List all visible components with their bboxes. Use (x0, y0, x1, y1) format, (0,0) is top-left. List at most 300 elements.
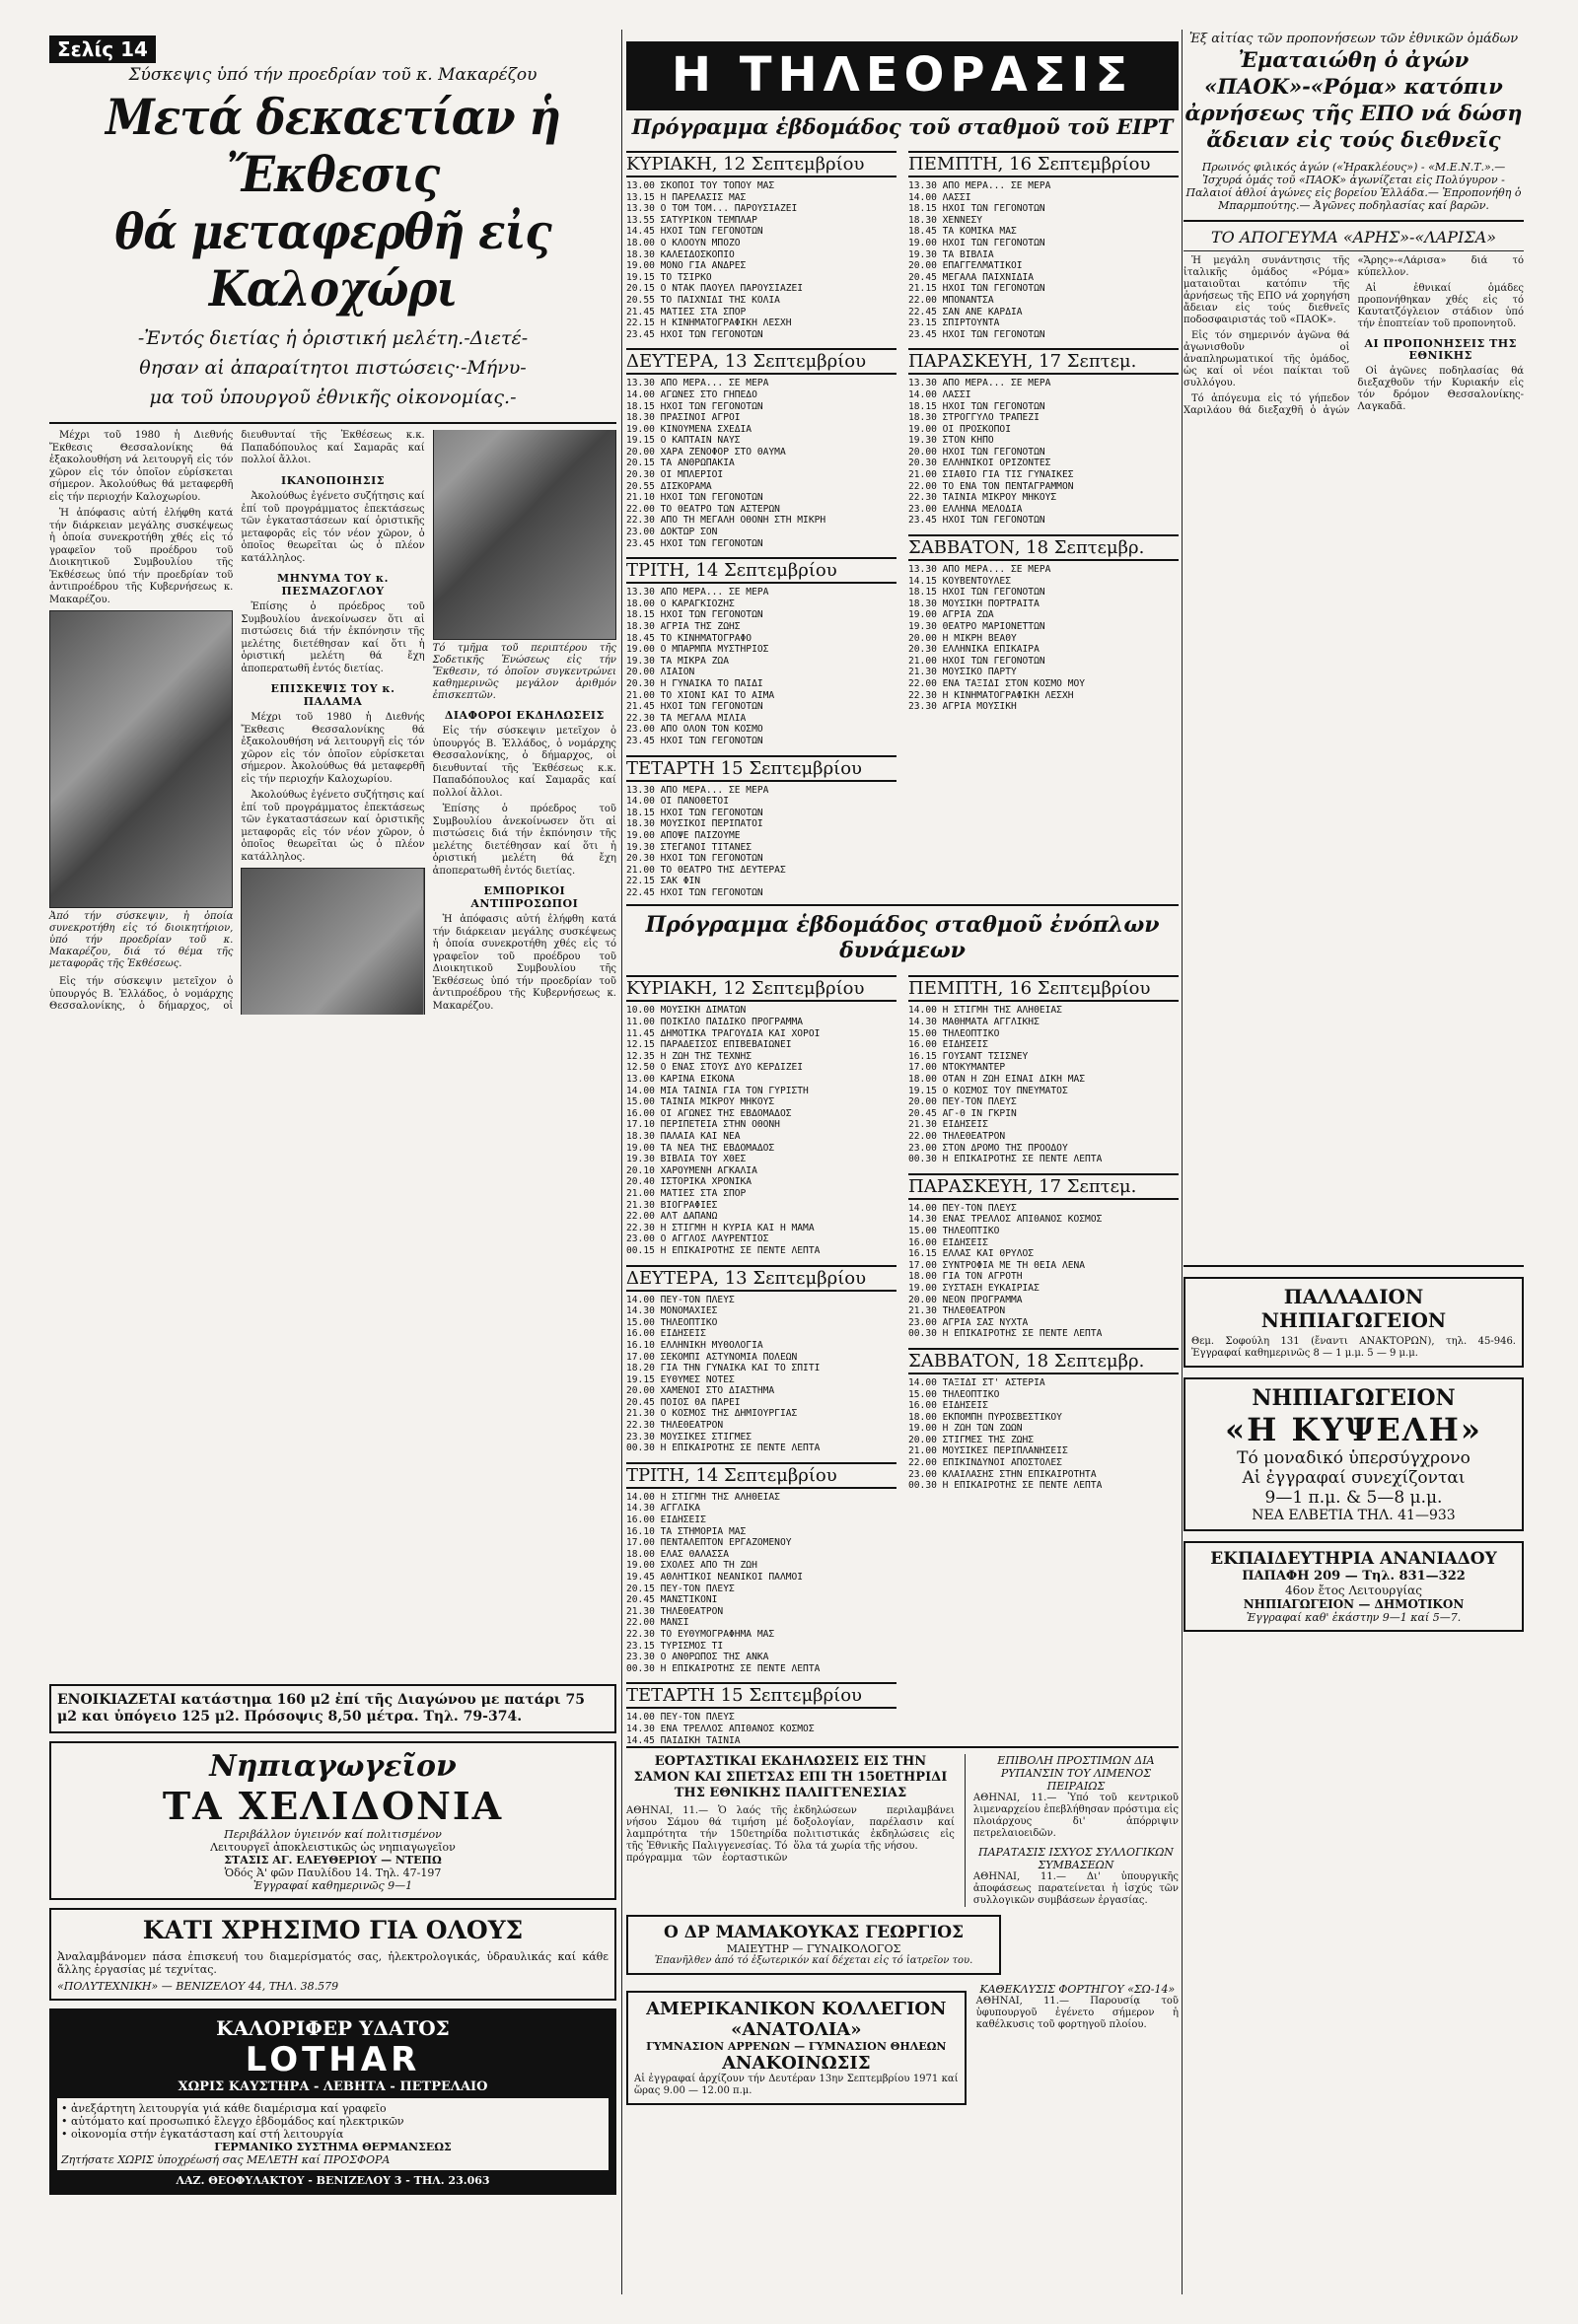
program-item: 18.00 ΟΤΑΝ Η ΖΩΗ ΕΙΝΑΙ ΔΙΚΗ ΜΑΣ (908, 1074, 1086, 1086)
center-bottom (626, 1740, 1179, 2113)
program-item: 13.30 ΑΠΟ ΜΕΡΑ... ΣΕ ΜΕΡΑ (626, 587, 769, 599)
program-item: 11.00 ΠΟΙΚΙΛΟ ΠΑΙΔΙΚΟ ΠΡΟΓΡΑΜΜΑ (626, 1017, 804, 1028)
program-item: 20.55 ΤΟ ΠΑΙΧΝΙΔΙ ΤΗΣ ΚΟΛΙΑ (626, 294, 780, 306)
program-item: 14.00 ΛΑΣΣΙ (908, 388, 971, 400)
program-item: 20.15 Ο ΝΤΑΚ ΠΑΟΥΕΛ ΠΑΡΟΥΣΙΑΖΕΙ (626, 283, 804, 295)
day-heading: ΤΕΤΑΡΤΗ 15 Σεπτεμβρίου (626, 755, 897, 782)
sports-paragraph: Αἱ ἐθνικαί ὁμάδες προπονήθηκαν χθές εἰς τό Καυτατζόγλειον στάδιον ὑπό τήν ἐποπτείαν τοῦ προπονητοῦ. (1357, 283, 1524, 329)
program-item: 18.15 ΗΧΟΙ ΤΩΝ ΓΕΓΟΝΟΤΩΝ (626, 807, 763, 818)
day-heading: ΠΕΜΠΤΗ, 16 Σεπτεμβρίου (908, 151, 1179, 177)
meeting-photo (49, 610, 233, 908)
program-item: 17.10 ΠΕΡΙΠΕΤΕΙΑ ΣΤΗΝ ΟΘΟΝΗ (626, 1119, 780, 1131)
lead-paragraph: Ἐπίσης ὁ πρόεδρος τοῦ Συμβουλίου ἀνεκοίνωσεν ὅτι αἱ πιστώσεις διά τήν ἐκπόνησιν τῆς μελέτης διετέθησαν καί ὅτι ἡ ὁριστική μελέτη θά ἔχη ἀποπερατωθῆ ἐντός διετίας. (241, 601, 425, 674)
program-item: 19.30 ΘΕΑΤΡΟ ΜΑΡΙΟΝΕΤΤΩΝ (908, 621, 1045, 632)
day-heading: ΔΕΥΤΕΡΑ, 13 Σεπτεμβρίου (626, 1265, 897, 1292)
program-item: 14.30 ΕΝΑΣ ΤΡΕΛΛΟΣ ΑΠΙΘΑΝΟΣ ΚΟΣΜΟΣ (908, 1214, 1103, 1226)
program-item: 22.00 ΕΝΑ ΤΑΞΙΔΙ ΣΤΟΝ ΚΟΣΜΟ ΜΟΥ (908, 677, 1086, 689)
program-item: 19.30 ΤΑ ΒΙΒΛΙΑ (908, 248, 994, 260)
program-item: 21.00 ΜΑΤΙΕΣ ΣΤΑ ΣΠΟΡ (626, 1187, 747, 1199)
doctor-sub: ΜΑΙΕΥΤΗΡ — ΓΥΝΑΙΚΟΛΟΓΟΣ (726, 1942, 901, 1955)
program-item: 22.00 ΑΛΤ ΔΑΠΑΝΩ (626, 1211, 718, 1223)
program-item: 14.30 ΑΓΓΛΙΚΑ (626, 1503, 701, 1514)
program-item: 21.00 ΗΧΟΙ ΤΩΝ ΓΕΓΟΝΟΤΩΝ (908, 655, 1045, 667)
program-item: 23.00 ΑΠΟ ΟΛΟΝ ΤΟΝ ΚΟΣΜΟ (626, 724, 763, 736)
program-item: 21.30 ΜΟΥΣΙΚΟ ΠΑΡΤΥ (908, 667, 1017, 678)
kg-detail: Ἐγγραφαί καθημερινῶς 9—1 (252, 1879, 413, 1892)
program-item: 17.00 ΣΕΚΟΜΠΙ ΑΣΤΥΝΟΜΙΑ ΠΟΛΕΩΝ (626, 1351, 798, 1363)
program-item: 22.30 ΤΟ ΕΥΘΥΜΟΓΡΑΦΗΜΑ ΜΑΣ (626, 1628, 775, 1640)
pavilion-photo-caption: Τό τμῆμα τοῦ περιπτέρου τῆς Σοδετικῆς Ἑνώσεως εἰς τήν Ἔκθεσιν, τό ὁποῖον συγκεντρώνει καθημερινῶς μεγάλον ἀριθμόν ἐπισκεπτῶν. (432, 642, 616, 701)
aris-title: ΤΟ ΑΠΟΓΕΥΜΑ «ΑΡΗΣ»-«ΛΑΡΙΣΑ» (1210, 228, 1497, 246)
lead-deck-line-3: μα τοῦ ὑπουργοῦ ἐθνικῆς οἰκονομίας.- (149, 387, 517, 408)
program-item: 23.00 ΔΟΚΤΩΡ ΣΟΝ (626, 527, 718, 538)
kypseli-line: 9—1 π.μ. & 5—8 μ.μ. (1264, 1488, 1443, 1508)
day-heading: ΤΡΙΤΗ, 14 Σεπτεμβρίου (626, 1462, 897, 1489)
program-item: 18.00 ΕΛΑΣ ΘΑΛΑΣΣΑ (626, 1548, 729, 1560)
day-block (626, 975, 897, 1256)
kypseli-line: Τό μοναδικό ὑπερσύγχρονο (1237, 1448, 1470, 1468)
program-item: 22.15 Η ΚΙΝΗΜΑΤΟΓΡΑΦΙΚΗ ΛΕΣΧΗ (626, 317, 792, 329)
program-item: 15.00 ΤΗΛΕΟΠΤΙΚΟ (908, 1225, 1000, 1236)
program-item: 23.00 ΚΛΑΙΛΑΣΗΣ ΣΤΗΝ ΕΠΙΚΑΙΡΟΤΗΤΑ (908, 1468, 1097, 1480)
lothar-sub: ΧΩΡΙΣ ΚΑΥΣΤΗΡΑ - ΛΕΒΗΤΑ - ΠΕΤΡΕΛΑΙΟ (178, 2079, 488, 2094)
sports-paragraph: Εἰς τόν σημερινόν ἀγῶνα θά ἀγωνισθοῦν οἱ ἀναπληρωματικοί τῆς ὁμάδος, ὡς καί οἱ νέοι παίκται τοῦ συλλόγου. (1184, 330, 1350, 388)
lead-body (49, 430, 616, 1015)
program-item: 10.00 ΜΟΥΣΙΚΗ ΔΙΜΑΤΩΝ (626, 1005, 747, 1017)
program-item: 13.30 ΑΠΟ ΜΕΡΑ... ΣΕ ΜΕΡΑ (908, 180, 1051, 191)
kg-detail: Ὁδός Ἀ' φῶν Παυλίδου 14. Τηλ. 47-197 (224, 1866, 442, 1879)
program-item: 21.00 ΜΟΥΣΙΚΕΣ ΠΕΡΙΠΛΑΝΗΣΕΙΣ (908, 1445, 1068, 1457)
sports-body (1184, 255, 1524, 1251)
useful-text: Ἀναλαμβάνομεν πάσα ἐπισκευή του διαμερίσματός σας, ἠλεκτρολογικάς, ὑδραυλικάς καί κάθε ἄλλης ἐργασίας μέ τεχνίτας. (57, 1950, 609, 1976)
day-heading: ΣΑΒΒΑΤΟΝ, 18 Σεπτεμβρ. (908, 534, 1179, 561)
program-item: 13.55 ΣΑΤΥΡΙΚΟΝ ΤΕΜΠΛΑΡ (626, 214, 757, 226)
program-item: 21.10 ΗΧΟΙ ΤΩΝ ΓΕΓΟΝΟΤΩΝ (626, 492, 763, 504)
program-item: 19.00 ΚΙΝΟΥΜΕΝΑ ΣΧΕΔΙΑ (626, 423, 753, 435)
day-block (908, 975, 1179, 1164)
program-item: 13.30 ΑΠΟ ΜΕΡΑ... ΣΕ ΜΕΡΑ (626, 378, 769, 389)
program-item: 22.30 Η ΣΤΙΓΜΗ Η ΚΥΡΙΑ ΚΑΙ Η ΜΑΜΑ (626, 1222, 815, 1233)
lothar-brand: LOTHAR (245, 2040, 421, 2079)
day-block (908, 534, 1179, 713)
day-block (908, 348, 1179, 527)
schedule-column (626, 143, 897, 898)
schedule-column (908, 967, 1179, 1746)
program-item: 23.30 ΑΓΡΙΑ ΜΟΥΣΙΚΗ (908, 701, 1017, 713)
program-item: 16.00 ΕΙΔΗΣΕΙΣ (626, 1514, 706, 1526)
program-item: 22.30 ΑΠΟ ΤΗ ΜΕΓΑΛΗ ΟΘΟΝΗ ΣΤΗ ΜΙΚΡΗ (626, 515, 826, 527)
program-item: 23.45 ΗΧΟΙ ΤΩΝ ΓΕΓΟΝΟΤΩΝ (908, 328, 1045, 340)
program-item: 14.30 ΜΟΝΟΜΑΧΙΕΣ (626, 1305, 718, 1317)
day-block (908, 1173, 1179, 1340)
day-heading: ΣΑΒΒΑΤΟΝ, 18 Σεπτεμβρ. (908, 1348, 1179, 1374)
program-item: 23.15 ΣΠΙΡΤΟΥΝΤΑ (908, 317, 1000, 329)
program-item: 14.30 ΜΑΘΗΜΑΤΑ ΑΓΓΛΙΚΗΣ (908, 1017, 1040, 1028)
pollution-text: ΑΘΗΝΑΙ, 11.— Ὑπό τοῦ κεντρικοῦ λιμεναρχείου ἐπεβλήθησαν πρόστιμα εἰς πλοιάρχους δι' ἀπόρριψιν πετρελαιοειδῶν. (972, 1793, 1179, 1839)
doctor-title: Ο ΔΡ ΜΑΜΑΚΟΥΚΑΣ ΓΕΩΡΓΙΟΣ (663, 1923, 965, 1942)
program-item: 18.00 Ο ΚΑΡΑΓΚΙΟΖΗΣ (626, 598, 735, 609)
ananiadou-line: 46ον ἔτος Λειτουργίας (1285, 1584, 1422, 1597)
sports-paragraph: Ἡ μεγάλη συνάντησις τῆς ἰταλικῆς ὁμάδος «Ρόμα» ματαιοῦται κατόπιν τῆς ἀρνήσεως τῆς ΕΠΟ νά χορηγήση ἄδειαν εἰς τούς διεθνεῖς ποδοσφαιριστάς τοῦ «ΠΑΟΚ». (1184, 255, 1350, 325)
program-item: 14.00 ΟΙ ΠΑΝΟΘΕΤΟΙ (626, 796, 729, 808)
day-block (626, 755, 897, 899)
lothar-ask: Ζητήσατε ΧΩΡΙΣ ὑποχρέωσή σας ΜΕΛΕΤΗ καί ΠΡΟΣΦΟΡΑ (61, 2153, 391, 2166)
schedule-column (908, 143, 1179, 898)
program-item: 18.45 ΤΑ ΚΟΜΙΚΑ ΜΑΣ (908, 226, 1017, 238)
program-item: 18.30 ΜΟΥΣΙΚΟΙ ΠΕΡΙΠΑΤΟΙ (626, 818, 763, 830)
program-item: 21.30 Ο ΚΟΣΜΟΣ ΤΗΣ ΔΗΜΙΟΥΡΓΙΑΣ (626, 1408, 798, 1420)
program-item: 19.15 ΤΟ ΤΣΙΡΚΟ (626, 271, 712, 283)
program-item: 14.45 ΗΧΟΙ ΤΩΝ ΓΕΓΟΝΟΤΩΝ (626, 226, 763, 238)
program-item: 20.30 ΕΛΛΗΝΙΚΟΙ ΟΡΙΖΟΝΤΕΣ (908, 458, 1051, 469)
program-item: 13.15 Η ΠΑΡΕΛΑΣΙΣ ΜΑΣ (626, 191, 747, 203)
lead-paragraph: Ἡ ἀπόφασις αὐτή ἐλήφθη κατά τήν διάρκειαν μεγάλης συσκέψεως ἡ ὁποία συνεκροτήθη χθές εἰς τό γραφεῖον τοῦ προέδρου τοῦ Διοικητικοῦ Συμβουλίου τῆς Ἐκθέσεως ὑπό τήν προεδρίαν τοῦ ἀντιπροέδρου τῆς Κυβερνήσεως κ. Μακαρέζου. (49, 508, 234, 605)
program-item: 13.30 ΑΠΟ ΜΕΡΑ... ΣΕ ΜΕΡΑ (908, 564, 1051, 576)
subhead-representatives: ΕΜΠΟΡΙΚΟΙ ΑΝΤΙΠΡΟΣΩΠΟΙ (470, 884, 579, 910)
program-item: 21.15 ΗΧΟΙ ΤΩΝ ΓΕΓΟΝΟΤΩΝ (908, 283, 1045, 295)
eirt-schedule (626, 143, 1179, 898)
ydene-schedule (626, 967, 1179, 1746)
lead-article-column (49, 0, 616, 1015)
day-block (626, 557, 897, 746)
program-item: 22.30 ΤΗΛΕΘΕΑΤΡΟΝ (626, 1420, 724, 1432)
sports-kicker: Ἐξ αἰτίας τῶν προπονήσεων τῶν ἐθνικῶν ὁμάδων (1188, 32, 1519, 46)
program-item: 23.00 ΣΤΟΝ ΔΡΟΜΟ ΤΗΣ ΠΡΟΟΔΟΥ (908, 1142, 1068, 1154)
program-item: 22.30 ΤΑΙΝΙΑ ΜΙΚΡΟΥ ΜΗΚΟΥΣ (908, 492, 1057, 504)
program-item: 00.30 Η ΕΠΙΚΑΙΡΟΤΗΣ ΣΕ ΠΕΝΤΕ ΛΕΠΤΑ (908, 1480, 1103, 1492)
program-item: 18.30 ΚΑΛΕΙΔΟΣΚΟΠΙΟ (626, 248, 735, 260)
program-item: 14.45 ΠΑΙΔΙΚΗ ΤΑΙΝΙΑ (626, 1734, 741, 1746)
program-item: 18.00 ΓΙΑ ΤΟΝ ΑΓΡΟΤΗ (908, 1271, 1023, 1283)
program-item: 22.30 ΤΑ ΜΕΓΑΛΑ ΜΙΛΙΑ (626, 712, 747, 724)
program-item: 19.00 ΣΥΣΤΑΣΗ ΕΥΚΑΙΡΙΑΣ (908, 1282, 1040, 1294)
program-item: 14.00 Η ΣΤΙΓΜΗ ΤΗΣ ΑΛΗΘΕΙΑΣ (626, 1491, 780, 1503)
program-item: 22.00 ΤΟ ΘΕΑΤΡΟ ΤΩΝ ΑΣΤΕΡΩΝ (626, 503, 780, 515)
program-item: 16.15 ΓΟΥΣΑΝΤ ΤΣΙΣΝΕΥ (908, 1050, 1029, 1062)
program-item: 19.00 ΜΟΝΟ ΓΙΑ ΑΝΔΡΕΣ (626, 260, 747, 272)
sports-headline: Ἐματαιώθη ὁ ἀγών «ΠΑΟΚ»-«Ρόμα» κατόπιν ἀρνήσεως τῆς ΕΠΟ νά δώση ἄδειαν εἰς τούς διεθνεῖς (1184, 47, 1523, 152)
college-sub: ΓΥΜΝΑΣΙΟΝ ΑΡΡΕΝΩΝ — ΓΥΜΝΑΣΙΟΝ ΘΗΛΕΩΝ (646, 2040, 947, 2053)
program-item: 20.30 Η ΓΥΝΑΙΚΑ ΤΟ ΠΑΙΔΙ (626, 677, 763, 689)
lothar-system: ΓΕΡΜΑΝΙΚΟ ΣΥΣΤΗΜΑ ΘΕΡΜΑΝΣΕΩΣ (214, 2141, 452, 2153)
program-item: 12.50 Ο ΕΝΑΣ ΣΤΟΥΣ ΔΥΟ ΚΕΡΔΙΖΕΙ (626, 1062, 804, 1074)
sports-paragraph: Οἱ ἀγῶνες ποδηλασίας θά διεξαχθοῦν τήν Κυριακήν εἰς τόν δρόμον Θεσσαλονίκης-Λαγκαδᾶ. (1357, 366, 1524, 412)
program-item: 16.00 ΕΙΔΗΣΕΙΣ (908, 1236, 988, 1248)
program-item: 20.00 ΠΕΥ-ΤΟΝ ΠΛΕΥΣ (908, 1096, 1017, 1108)
celebrations-text: ΑΘΗΝΑΙ, 11.— Ὁ λαός τῆς νήσου Σάμου θά τιμήση μέ λαμπρότητα τήν 150ετηρίδα τῆς Ἐθνικῆς Παλιγγενεσίας. Τό πρόγραμμα τῶν ἑορταστικῶν ἐκδηλώσεων περιλαμβάνει δοξολογίαν, παρέλασιν καί πολιτιστικάς ἐκδηλώσεις εἰς ὅλα τά χωρία τῆς νήσου. (626, 1805, 955, 1864)
program-item: 19.00 Ο ΜΠΑΡΜΠΑ ΜΥΣΤΗΡΙΟΣ (626, 644, 769, 656)
program-item: 15.00 ΤΗΛΕΟΠΤΙΚΟ (626, 1316, 718, 1328)
program-item: 20.55 ΔΙΣΚΟΡΑΜΑ (626, 480, 712, 492)
program-item: 13.00 ΚΑΡΙΝΑ ΕΙΚΟΝΑ (626, 1074, 735, 1086)
program-item: 20.00 ΣΤΙΓΜΕΣ ΤΗΣ ΖΩΗΣ (908, 1434, 1035, 1445)
sports-subhead: ΑΙ ΠΡΟΠΟΝΗΣΕΙΣ ΤΗΣ ΕΘΝΙΚΗΣ (1364, 337, 1517, 362)
program-item: 22.00 ΤΟ ΕΝΑ ΤΟΝ ΠΕΝΤΑΓΡΑΜΜΟΝ (908, 480, 1074, 492)
day-block (626, 1265, 897, 1454)
lothar-line: • αὐτόματο καί προσωπικό ἔλεγχο ἐβδομάδος καί ηλεκτρικῶν (61, 2115, 404, 2128)
page-label: Σελίς 14 (49, 35, 156, 63)
program-item: 20.00 ΧΑΡΑ ΖΕΝΟΦΟΡ ΣΤΟ ΘΑΥΜΑ (626, 446, 786, 458)
program-item: 18.30 ΠΑΛΑΙΑ ΚΑΙ ΝΕΑ (626, 1131, 741, 1142)
sports-lead: Πρωινός φιλικός ἀγών («Ἡρακλέους») - «Μ.Ε.Ν.Τ.».— Ἰσχυρά ὁμάς τοῦ «ΠΑΟΚ» ἀγωνίζεται εἰς Πολύγυρον - Παλαιοί ἀθλοί ἀγώνες εἰς βορείου Ἑλλάδα.— Ἐπροπονήθη ὁ Μπαρμπούτης.— Ἀγῶνες ποδηλασίας καί βαρῶν. (1185, 161, 1522, 212)
program-item: 19.30 ΒΙΒΛΙΑ ΤΟΥ ΧΘΕΣ (626, 1154, 747, 1165)
rent-ad: ΕΝΟΙΚΙΑΖΕΤΑΙ κατάστημα 160 μ2 ἐπί τῆς Διαγώνου με πατάρι 75 μ2 και ὑπόγειο 125 μ2. Πρόσοψις 8,50 μέτρα. Τηλ. 79-374. (49, 1684, 616, 1733)
program-item: 16.10 ΕΛΛΗΝΙΚΗ ΜΥΘΟΛΟΓΙΑ (626, 1339, 763, 1351)
program-item: 18.45 ΤΟ ΚΙΝΗΜΑΤΟΓΡΑΦΟ (626, 632, 753, 644)
college-notice: ΑΝΑΚΟΙΝΩΣΙΣ (722, 2053, 871, 2074)
kypseli-ad (1184, 1377, 1524, 1531)
kypseli-line: Αἱ ἐγγραφαί συνεχίζονται (1242, 1468, 1466, 1488)
program-item: 23.30 ΜΟΥΣΙΚΕΣ ΣΤΙΓΜΕΣ (626, 1431, 753, 1443)
useful-sign: «ΠΟΛΥΤΕΧΝΙΚΗ» — ΒΕΝΙΖΕΛΟΥ 44, ΤΗΛ. 38.579 (57, 1980, 339, 1993)
useful-title: ΚΑΤΙ ΧΡΗΣΙΜΟ ΓΙΑ ΟΛΟΥΣ (142, 1916, 524, 1944)
program-item: 18.30 ΧΕΝΝΕΣΥ (908, 214, 983, 226)
program-item: 23.15 ΤΥΡΙΣΜΟΣ ΤΙ (626, 1640, 724, 1652)
program-item: 14.00 ΤΑΞΙΔΙ ΣΤ' ΑΣΤΕΡΙΑ (908, 1376, 1045, 1388)
program-item: 17.00 ΝΤΟΚΥΜΑΝΤΕΡ (908, 1062, 1006, 1074)
ananiadou-title: ΕΚΠΑΙΔΕΥΤΗΡΙΑ ΑΝΑΝΙΑΔΟΥ (1210, 1549, 1497, 1569)
day-heading: ΠΕΜΠΤΗ, 16 Σεπτεμβρίου (908, 975, 1179, 1002)
day-heading: ΚΥΡΙΑΚΗ, 12 Σεπτεμβρίου (626, 151, 897, 177)
program-item: 18.30 ΣΤΡΟΓΓΥΛΟ ΤΡΑΠΕΖΙ (908, 412, 1040, 424)
program-item: 18.30 ΜΟΥΣΙΚΗ ΠΟΡΤΡΑΙΤΑ (908, 598, 1040, 609)
kypseli-line: ΝΗΠΙΑΓΩΓΕΙΟΝ (1252, 1385, 1456, 1411)
eirt-subtitle: Πρόγραμμα ἑβδομάδος τοῦ σταθμοῦ τοῦ ΕΙΡΤ (631, 114, 1174, 139)
lead-deck-line-2: θησαν αἱ ἀπαραίτητοι πιστώσεις·-Μήνυ- (139, 357, 527, 379)
program-item: 15.00 ΤΗΛΕΟΠΤΙΚΟ (908, 1388, 1000, 1400)
program-item: 22.30 Η ΚΙΝΗΜΑΤΟΓΡΑΦΙΚΗ ΛΕΣΧΗ (908, 689, 1074, 701)
sports-paragraph: Τό ἀπόγευμα εἰς τό γήπεδον Χαριλάου θά διεξαχθῆ ὁ ἀγών «Ἄρης»-«Λάρισα» διά τό κύπελλον. (1184, 255, 1524, 416)
doctor-ad (626, 1915, 1001, 1975)
program-item: 14.00 ΛΑΣΣΙ (908, 191, 971, 203)
program-item: 13.30 ΑΠΟ ΜΕΡΑ... ΣΕ ΜΕΡΑ (908, 378, 1051, 389)
program-item: 14.30 ΕΝΑ ΤΡΕΛΛΟΣ ΑΠΙΘΑΝΟΣ ΚΟΣΜΟΣ (626, 1723, 815, 1734)
program-item: 21.30 ΤΗΛΕΘΕΑΤΡΟΝ (908, 1305, 1006, 1317)
kypseli-name: «Η ΚΥΨΕΛΗ» (1225, 1411, 1482, 1448)
kg-detail: Περιβάλλον ὑγιεινόν καί πολιτισμένον (224, 1828, 442, 1841)
program-item: 21.00 ΣΙΑΘΙΟ ΓΙΑ ΤΙΣ ΓΥΝΑΙΚΕΣ (908, 469, 1074, 481)
program-item: 11.45 ΔΗΜΟΤΙΚΑ ΤΡΑΓΟΥΔΙΑ ΚΑΙ ΧΟΡΟΙ (626, 1027, 821, 1039)
program-item: 20.00 ΗΧΟΙ ΤΩΝ ΓΕΓΟΝΟΤΩΝ (908, 446, 1045, 458)
program-item: 21.00 ΤΟ ΧΙΟΝΙ ΚΑΙ ΤΟ ΑΙΜΑ (626, 689, 775, 701)
program-item: 19.45 ΑΘΛΗΤΙΚΟΙ ΝΕΑΝΙΚΟΙ ΠΑΛΜΟΙ (626, 1572, 804, 1583)
program-item: 20.15 ΠΕΥ-ΤΟΝ ΠΛΕΥΣ (626, 1583, 735, 1594)
pollution-title: ΕΠΙΒΟΛΗ ΠΡΟΣΤΙΜΩΝ ΔΙΑ ΡΥΠΑΝΣΙΝ ΤΟΥ ΛΙΜΕΝΟΣ ΠΕΙΡΑΙΩΣ (997, 1754, 1155, 1793)
program-item: 21.30 ΒΙΟΓΡΑΦΙΕΣ (626, 1199, 718, 1211)
program-item: 00.15 Η ΕΠΙΚΑΙΡΟΤΗΣ ΣΕ ΠΕΝΤΕ ΛΕΠΤΑ (626, 1244, 821, 1256)
lead-paragraph: Ἀκολούθως ἐγένετο συζήτησις καί ἐπί τοῦ προγράμματος ἐπεκτάσεως τῶν ἐγκαταστάσεων καί ὁριστικῆς μεταφορᾶς εἰς τόν νέον χῶρον, ὁ ὁποῖος θεωρεῖται ὡς ὁ πλέον κατάλληλος. (241, 790, 425, 863)
lothar-ad (49, 2008, 616, 2195)
program-item: 18.15 ΗΧΟΙ ΤΩΝ ΓΕΓΟΝΟΤΩΝ (908, 400, 1045, 412)
useful-ad (49, 1908, 616, 2001)
program-item: 20.45 ΜΕΓΑΛΑ ΠΑΙΧΝΙΔΙΑ (908, 271, 1035, 283)
subhead-message: ΜΗΝΥΜΑ ΤΟΥ κ. ΠΕΣΜΑΖΟΓΛΟΥ (276, 572, 390, 598)
program-item: 19.00 ΑΓΡΙΑ ΖΩΑ (908, 609, 994, 621)
day-block (908, 151, 1179, 340)
left-ads (49, 1676, 616, 2195)
program-item: 20.00 ΛΙΑΙΟΝ (626, 667, 695, 678)
program-item: 13.30 Ο ΤΟΜ ΤΟΜ... ΠΑΡΟΥΣΙΑΖΕΙ (626, 203, 798, 215)
lead-kicker: Σύσκεψις ὑπό τήν προεδρίαν τοῦ κ. Μακαρέζου (128, 65, 538, 85)
program-item: 20.00 ΕΠΑΓΓΕΛΜΑΤΙΚΟΙ (908, 260, 1023, 272)
ananiadou-line: ΝΗΠΙΑΓΩΓΕΙΟΝ — ΔΗΜΟΤΙΚΟΝ (1243, 1597, 1465, 1611)
program-item: 22.00 ΤΗΛΕΘΕΑΤΡΟΝ (908, 1131, 1006, 1142)
program-item: 19.00 ΤΑ ΝΕΑ ΤΗΣ ΕΒΔΟΜΑΔΟΣ (626, 1142, 775, 1154)
program-item: 14.00 ΠΕΥ-ΤΟΝ ΠΛΕΥΣ (908, 1202, 1017, 1214)
program-item: 14.00 ΑΓΩΝΕΣ ΣΤΟ ΓΗΠΕΔΟ (626, 388, 757, 400)
lead-paragraph: Μέχρι τοῦ 1980 ἡ Διεθνής Ἔκθεσις Θεσσαλονίκης θά ἐξακολουθήση νά λειτουργῆ εἰς τόν χῶρον εἰς τόν ὁποῖον εὑρίσκεται σήμερον. Ἀκολούθως θά μεταφερθῆ εἰς τήν περιοχήν Καλοχωρίου. (241, 712, 425, 785)
program-item: 13.30 ΑΠΟ ΜΕΡΑ... ΣΕ ΜΕΡΑ (626, 784, 769, 796)
extension-text: ΑΘΗΝΑΙ, 11.— Δι' ὑπουργικῆς ἀποφάσεως παρατείνεται ἡ ἰσχύς τῶν συλλογικῶν συμβάσεων ἐργασίας. (972, 1871, 1179, 1906)
program-item: 19.30 ΣΤΟΝ ΚΗΠΟ (908, 435, 994, 447)
program-item: 00.30 Η ΕΠΙΚΑΙΡΟΤΗΣ ΣΕ ΠΕΝΤΕ ΛΕΠΤΑ (908, 1154, 1103, 1165)
subhead-visit: ΕΠΙΣΚΕΨΙΣ ΤΟΥ κ. ΠΑΛΑΜΑ (270, 682, 395, 708)
kg-chelidonia-line2: ΤΑ ΧΕΛΙΔΟΝΙΑ (162, 1784, 504, 1828)
program-item: 23.45 ΗΧΟΙ ΤΩΝ ΓΕΓΟΝΟΤΩΝ (626, 735, 763, 746)
program-item: 20.00 ΧΑΜΕΝΟΙ ΣΤΟ ΔΙΑΣΤΗΜΑ (626, 1385, 775, 1397)
kindergarten-chelidonia-ad (49, 1741, 616, 1900)
palladion-text: Θεμ. Σοφούλη 131 (ἔναντι ΑΝΑΚΤΟΡΩΝ), τηλ. 45-946. Ἐγγραφαί καθημερινῶς 8 — 1 μ.μ. 5 — 9 μ.μ. (1191, 1336, 1516, 1359)
program-item: 19.15 Ο ΚΑΠΤΑΙΝ ΝΑΥΣ (626, 435, 741, 447)
kg-chelidonia-line1: Νηπιαγωγεῖον (209, 1749, 457, 1784)
lead-paragraph: Ἡ ἀπόφασις αὐτή ἐλήφθη κατά τήν διάρκειαν μεγάλης συσκέψεως ἡ ὁποία συνεκροτήθη χθές εἰς τό γραφεῖον τοῦ προέδρου τοῦ Διοικητικοῦ Συμβουλίου τῆς Ἐκθέσεως ὑπό τήν προεδρίαν τοῦ ἀντιπροέδρου τῆς Κυβερνήσεως κ. Μακαρέζου. (432, 914, 616, 1012)
day-heading: ΚΥΡΙΑΚΗ, 12 Σεπτεμβρίου (626, 975, 897, 1002)
ananiadou-line: Ἐγγραφαί καθ' ἑκάστην 9—1 καί 5—7. (1246, 1611, 1462, 1624)
program-item: 20.45 ΜΑΝΣΤΙΚΟΝΙ (626, 1594, 718, 1606)
launch-text: ΑΘΗΝΑΙ, 11.— Παρουσίᾳ τοῦ ὑφυπουργοῦ ἐγένετο σήμερον ἡ καθέλκυσις τοῦ φορτηγοῦ πλοίου. (975, 1996, 1179, 2030)
lead-paragraph: Ἀκολούθως ἐγένετο συζήτησις καί ἐπί τοῦ προγράμματος ἐπεκτάσεως τῶν ἐγκαταστάσεων καί ὁριστικῆς μεταφορᾶς εἰς τόν νέον χῶρον, ὁ ὁποῖος θεωρεῖται ὡς ὁ πλέον κατάλληλος. (241, 491, 425, 564)
program-item: 12.15 ΠΑΡΑΔΕΙΣΟΣ ΕΠΙΒΕΒΑΙΩΝΕΙ (626, 1039, 792, 1051)
lothar-top: ΚΑΛΟΡΙΦΕΡ ΥΔΑΤΟΣ (216, 2016, 450, 2040)
subhead-satisfaction: ΙΚΑΝΟΠΟΙΗΣΙΣ (280, 473, 386, 487)
program-item: 19.00 ΣΧΟΛΕΣ ΑΠΟ ΤΗ ΖΩΗ (626, 1560, 757, 1572)
program-item: 20.15 ΤΑ ΑΝΘΡΩΠΑΚΙΑ (626, 458, 735, 469)
kypseli-line: ΝΕΑ ΕΛΒΕΤΙΑ ΤΗΛ. 41—933 (1252, 1508, 1456, 1523)
day-heading: ΠΑΡΑΣΚΕΥΗ, 17 Σεπτεμ. (908, 1173, 1179, 1200)
palladion-title: ΠΑΛΛΑΔΙΟΝ ΝΗΠΙΑΓΩΓΕΙΟΝ (1260, 1285, 1447, 1332)
program-item: 16.00 ΕΙΔΗΣΕΙΣ (626, 1328, 706, 1340)
program-item: 23.30 Ο ΑΝΘΡΩΠΟΣ ΤΗΣ ΑΝΚΑ (626, 1652, 769, 1663)
program-item: 17.00 ΣΥΝΤΡΟΦΙΑ ΜΕ ΤΗ ΘΕΙΑ ΛΕΝΑ (908, 1259, 1086, 1271)
program-item: 16.00 ΕΙΔΗΣΕΙΣ (908, 1039, 988, 1051)
program-item: 15.00 ΤΑΙΝΙΑ ΜΙΚΡΟΥ ΜΗΚΟΥΣ (626, 1096, 775, 1108)
program-item: 00.30 Η ΕΠΙΚΑΙΡΟΤΗΣ ΣΕ ΠΕΝΤΕ ΛΕΠΤΑ (626, 1443, 821, 1454)
program-item: 19.00 ΟΙ ΠΡΟΣΚΟΠΟΙ (908, 423, 1011, 435)
program-item: 12.35 Η ΖΩΗ ΤΗΣ ΤΕΧΝΗΣ (626, 1050, 753, 1062)
lead-headline-1: Μετά δεκαετίαν ἡ Ἔκθεσις (106, 88, 560, 203)
program-item: 20.10 ΧΑΡΟΥΜΕΝΗ ΑΓΚΑΛΙΑ (626, 1164, 757, 1176)
kg-detail: ΣΤΑΣΙΣ ΑΓ. ΕΛΕΥΘΕΡΙΟΥ — ΝΤΕΠΩ (224, 1854, 442, 1866)
program-item: 19.30 ΣΤΕΓΑΝΟΙ ΤΙΤΑΝΕΣ (626, 841, 753, 853)
program-item: 00.30 Η ΕΠΙΚΑΙΡΟΤΗΣ ΣΕ ΠΕΝΤΕ ΛΕΠΤΑ (626, 1662, 821, 1674)
college-text: Αἱ ἐγγραφαί ἀρχίζουν τήν Δευτέραν 13ην Σεπτεμβρίου 1971 καί ὥρας 9.00 — 12.00 π.μ. (634, 2074, 959, 2096)
program-item: 23.45 ΗΧΟΙ ΤΩΝ ΓΕΓΟΝΟΤΩΝ (626, 537, 763, 549)
ananiadou-ad (1184, 1541, 1524, 1632)
program-item: 21.30 ΕΙΔΗΣΕΙΣ (908, 1119, 988, 1131)
lead-headline-2: θά μεταφερθῆ εἰς Καλοχώρι (114, 202, 551, 317)
program-item: 20.30 ΕΛΛΗΝΙΚΑ ΕΠΙΚΑΙΡΑ (908, 644, 1040, 656)
program-item: 16.00 ΕΙΔΗΣΕΙΣ (908, 1400, 988, 1412)
program-item: 22.45 ΣΑΝ ΑΝΕ ΚΑΡΔΙΑ (908, 306, 1023, 317)
program-item: 14.15 ΚΟΥΒΕΝΤΟΥΛΕΣ (908, 575, 1011, 587)
lothar-line: • οἰκονομία στήν ἐγκατάσταση καί στή λειτουργία (61, 2128, 344, 2141)
lead-deck (49, 323, 616, 412)
program-item: 23.45 ΗΧΟΙ ΤΩΝ ΓΕΓΟΝΟΤΩΝ (908, 515, 1045, 527)
program-item: 22.45 ΗΧΟΙ ΤΩΝ ΓΕΓΟΝΟΤΩΝ (626, 886, 763, 898)
program-item: 23.45 ΗΧΟΙ ΤΩΝ ΓΕΓΟΝΟΤΩΝ (626, 328, 763, 340)
program-item: 18.15 ΗΧΟΙ ΤΩΝ ΓΕΓΟΝΟΤΩΝ (626, 400, 763, 412)
lead-paragraph: Εἰς τήν σύσκεψιν μετεῖχον ὁ ὑπουργός Β. Ἑλλάδος, ὁ νομάρχης Θεσσαλονίκης, ὁ δήμαρχος, οἱ διευθυνταί τῆς Ἐκθέσεως κ.κ. Παπαδόπουλος καί Σαμαρᾶς καί πολλοί ἄλλοι. (432, 726, 616, 799)
program-item: 18.00 Ο ΚΛΟΟΥΝ ΜΠΟΖΟ (626, 237, 741, 248)
program-item: 16.10 ΤΑ ΣΤΗΜΟΡΙΑ ΜΑΣ (626, 1525, 747, 1537)
program-item: 18.30 ΑΓΡΙΑ ΤΗΣ ΖΩΗΣ (626, 621, 741, 632)
program-item: 17.00 ΠΕΝΤΑΛΕΠΤΟΝ ΕΡΓΑΖΟΜΕΝΟΥ (626, 1537, 792, 1549)
program-item: 22.15 ΣΑΚ ΦΙΝ (626, 876, 701, 887)
tv-banner: Η ΤΗΛΕΟΡΑΣΙΣ (626, 41, 1179, 110)
kg-detail: Λειτουργεῖ ἀποκλειστικῶς ὡς νηπιαγωγεῖον (210, 1841, 456, 1854)
program-item: 22.00 ΜΑΝΣΙ (626, 1617, 689, 1629)
lead-deck-line-1: -Ἐντός διετίας ἡ ὁριστική μελέτη.-Διετέ- (137, 327, 529, 349)
program-item: 19.15 Ο ΚΟΣΜΟΣ ΤΟΥ ΠΝΕΥΜΑΤΟΣ (908, 1085, 1068, 1096)
program-item: 21.45 ΜΑΤΙΕΣ ΣΤΑ ΣΠΟΡ (626, 306, 747, 317)
program-item: 20.30 ΗΧΟΙ ΤΩΝ ΓΕΓΟΝΟΤΩΝ (626, 853, 763, 865)
college-title: ΑΜΕΡΙΚΑΝΙΚΟΝ ΚΟΛΛΕΓΙΟΝ «ΑΝΑΤΟΛΙΑ» (646, 1999, 947, 2040)
lothar-address: ΛΑΖ. ΘΕΟΦΥΛΑΚΤΟΥ - ΒΕΝΙΖΕΛΟΥ 3 - ΤΗΛ. 23.063 (176, 2174, 490, 2187)
program-item: 14.00 Η ΣΤΙΓΜΗ ΤΗΣ ΑΛΗΘΕΙΑΣ (908, 1005, 1062, 1017)
day-heading: ΠΑΡΑΣΚΕΥΗ, 17 Σεπτεμ. (908, 348, 1179, 375)
program-item: 20.30 ΟΙ ΜΠΛΕΡΙΟΙ (626, 469, 724, 481)
program-item: 20.45 ΠΟΙΟΣ ΘΑ ΠΑΡΕΙ (626, 1396, 741, 1408)
program-item: 22.00 ΜΠΟΝΑΝΤΣΑ (908, 294, 994, 306)
day-block (626, 151, 897, 340)
anatolia-college-ad (626, 1991, 967, 2105)
doctor-text: Ἐπανῆλθεν ἀπό τό ἐξωτερικόν καί δέχεται εἰς τό ἰατρεῖον του. (654, 1955, 973, 1966)
program-item: 20.00 ΝΕΟΝ ΠΡΟΓΡΑΜΜΑ (908, 1294, 1023, 1305)
program-item: 21.00 ΤΟ ΘΕΑΤΡΟ ΤΗΣ ΔΕΥΤΕΡΑΣ (626, 864, 786, 876)
day-heading: ΤΡΙΤΗ, 14 Σεπτεμβρίου (626, 557, 897, 584)
program-item: 22.00 ΕΠΙΚΙΝΔΥΝΟΙ ΑΠΟΣΤΟΛΕΣ (908, 1457, 1062, 1469)
ydene-subtitle: Πρόγραμμα ἑβδομάδος σταθμοῦ ἐνόπλων δυνάμεων (645, 912, 1160, 964)
launch-title: ΚΑΘΕΚΛΥΣΙΣ ΦΟΡΤΗΓΟΥ «ΣΩ-14» (979, 1983, 1176, 1996)
program-item: 19.30 ΤΑ ΜΙΚΡΑ ΖΩΑ (626, 655, 729, 667)
program-item: 14.00 ΠΕΥ-ΤΟΝ ΠΛΕΥΣ (626, 1712, 735, 1724)
lead-paragraph: Εἰς τήν σύσκεψιν μετεῖχον ὁ ὑπουργός Β. Ἑλλάδος, ὁ νομάρχης Θεσσαλονίκης, ὁ δήμαρχος, οἱ διευθυνταί τῆς Ἐκθέσεως κ.κ. Παπαδόπουλος καί Σαμαρᾶς καί πολλοί ἄλλοι. (49, 430, 425, 1012)
schedule-column (626, 967, 897, 1746)
program-item: 20.45 ΑΓ-Θ ΙΝ ΓΚΡΙΝ (908, 1107, 1017, 1119)
program-item: 18.15 ΗΧΟΙ ΤΩΝ ΓΕΓΟΝΟΤΩΝ (908, 587, 1045, 599)
program-item: 15.00 ΤΗΛΕΟΠΤΙΚΟ (908, 1027, 1000, 1039)
celebrations-title: ΕΟΡΤΑΣΤΙΚΑΙ ΕΚΔΗΛΩΣΕΙΣ ΕΙΣ ΤΗΝ ΣΑΜΟΝ ΚΑΙ ΣΠΕΤΣΑΣ ΕΠΙ ΤΗ 150ΕΤΗΡΙΔΙ ΤΗΣ ΕΘΝΙΚΗΣ ΠΑΛΙΓΓΕΝΕΣΙΑΣ (633, 1754, 948, 1800)
program-item: 00.30 Η ΕΠΙΚΑΙΡΟΤΗΣ ΣΕ ΠΕΝΤΕ ΛΕΠΤΑ (908, 1328, 1103, 1340)
day-block (908, 1348, 1179, 1492)
sports-column (1184, 0, 1524, 1632)
day-heading: ΔΕΥΤΕΡΑ, 13 Σεπτεμβρίου (626, 348, 897, 375)
program-item: 23.00 ΕΛΛΗΝΑ ΜΕΛΟΔΙΑ (908, 503, 1023, 515)
program-item: 16.15 ΕΛΛΑΣ ΚΑΙ ΘΡΥΛΟΣ (908, 1248, 1035, 1260)
program-item: 19.00 ΗΧΟΙ ΤΩΝ ΓΕΓΟΝΟΤΩΝ (908, 237, 1045, 248)
program-item: 14.00 ΠΕΥ-ΤΟΝ ΠΛΕΥΣ (626, 1294, 735, 1305)
extension-title: ΠΑΡΑΤΑΣΙΣ ΙΣΧΥΟΣ ΣΥΛΛΟΓΙΚΩΝ ΣΥΜΒΑΣΕΩΝ (977, 1846, 1174, 1871)
meeting-photo-caption: Ἀπό τήν σύσκεψιν, ἡ ὁποία συνεκροτήθη εἰς τό διοικητήριον, ὑπό τήν προεδρίαν τοῦ κ. Μακαρέζου, διά τό θέμα τῆς μεταφορᾶς τῆς Ἐκθέσεως. (49, 911, 234, 969)
program-item: 16.00 ΟΙ ΑΓΩΝΕΣ ΤΗΣ ΕΒΔΟΜΑΔΟΣ (626, 1107, 792, 1119)
day-block (626, 348, 897, 549)
program-item: 18.20 ΓΙΑ ΤΗΝ ΓΥΝΑΙΚΑ ΚΑΙ ΤΟ ΣΠΙΤΙ (626, 1363, 821, 1374)
program-item: 19.00 Η ΖΩΗ ΤΩΝ ΖΩΩΝ (908, 1423, 1023, 1435)
lead-paragraph: Ἐπίσης ὁ πρόεδρος τοῦ Συμβουλίου ἀνεκοίνωσεν ὅτι αἱ πιστώσεις διά τήν ἐκπόνησιν τῆς μελέτης διετέθησαν καί ὅτι ἡ ὁριστική μελέτη θά ἔχη ἀποπερατωθῆ ἐντός διετίας. (432, 804, 616, 877)
program-item: 20.40 ΙΣΤΟΡΙΚΑ ΧΡΟΝΙΚΑ (626, 1176, 753, 1188)
ananiadou-line: ΠΑΠΑΦΗ 209 — Τηλ. 831—322 (1242, 1569, 1466, 1584)
program-item: 19.00 ΑΠΟΨΕ ΠΑΙΖΟΥΜΕ (626, 829, 741, 841)
